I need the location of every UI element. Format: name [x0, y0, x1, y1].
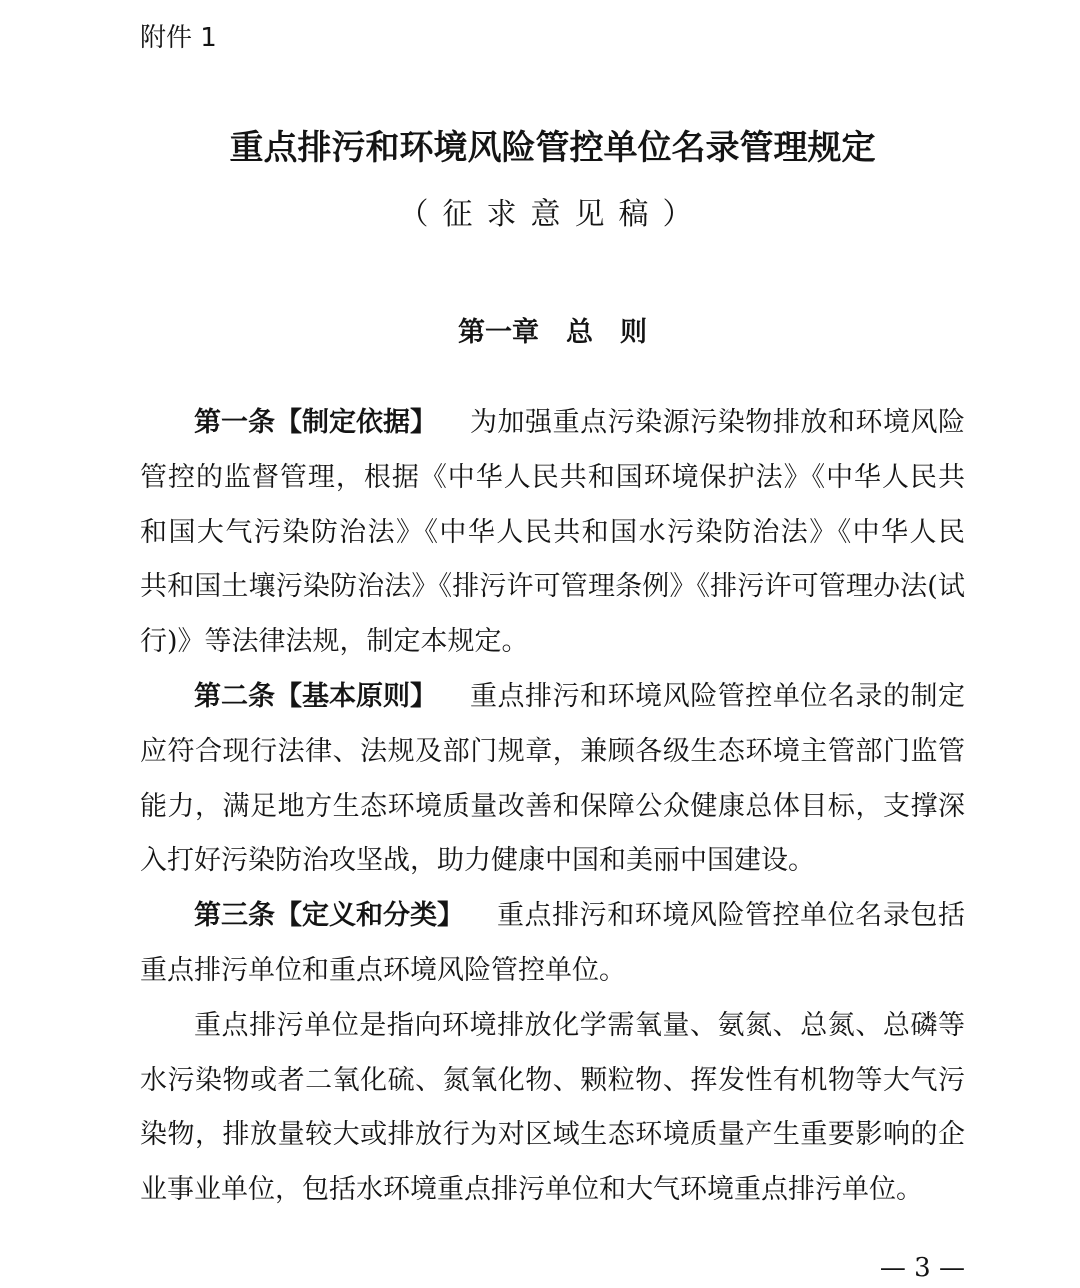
line-text: 重点排污单位和重点环境风险管控单位。: [140, 954, 626, 986]
line-box: [140, 1054, 965, 1109]
document-subtitle: （征求意见稿）: [398, 197, 707, 232]
line-box: [140, 1108, 965, 1163]
paragraph-first-line: [140, 999, 965, 1054]
text-line-last: [140, 615, 965, 670]
text-line: [140, 451, 965, 506]
line-text: 共和国土壤污染防治法》《排污许可管理条例》《排污许可管理办法(试: [140, 571, 966, 603]
text-line: [140, 506, 965, 561]
document-title: 重点排污和环境风险管控单位名录管理规定: [229, 128, 876, 168]
line-box: [140, 725, 965, 780]
article-2: [140, 670, 965, 889]
article-lead-box: [470, 670, 965, 725]
line-text: 染物，排放量较大或排放行为对区域生态环境质量产生重要影响的企: [140, 1119, 966, 1151]
text-line: [140, 560, 965, 615]
chapter-heading: 第一章 总 则: [458, 317, 647, 348]
line-text: 入打好污染防治攻坚战，助力健康中国和美丽中国建设。: [140, 845, 815, 877]
article-3: [140, 889, 965, 1218]
line-box: [140, 506, 965, 561]
text-line: [140, 1054, 965, 1109]
article-first-line: [140, 670, 965, 725]
line-text: 水污染物或者二氧化硫、氮氧化物、颗粒物、挥发性有机物等大气污: [140, 1064, 966, 1096]
text-line: [140, 725, 965, 780]
line-text: 业事业单位，包括水环境重点排污单位和大气环境重点排污单位。: [140, 1174, 923, 1206]
line-text: 应符合现行法律、法规及部门规章，兼顾各级生态环境主管部门监管: [140, 735, 966, 767]
line-text: 和国大气污染防治法》《中华人民共和国水污染防治法》《中华人民: [140, 516, 967, 548]
text-line: [140, 1108, 965, 1163]
line-text: 能力，满足地方生态环境质量改善和保障公众健康总体目标，支撑深: [140, 790, 966, 822]
line-text: 管控的监督管理，根据《中华人民共和国环境保护法》《中华人民共: [140, 461, 966, 493]
article-lead-box: [497, 889, 965, 944]
article-lead-text: 重点排污和环境风险管控单位名录包括: [497, 900, 966, 932]
line-text: 行)》等法律法规，制定本规定。: [140, 626, 529, 658]
line-box: [140, 451, 965, 506]
line-box: [140, 780, 965, 835]
article-lead-box: [470, 396, 965, 451]
line-text: 重点排污单位是指向环境排放化学需氧量、氨氮、总氮、总磷等: [194, 1009, 966, 1041]
attachment-label: 附件 1: [140, 23, 217, 53]
article-first-line: [140, 396, 965, 451]
line-box: [140, 560, 965, 615]
article-first-line: [140, 889, 965, 944]
article-lead-text: 为加强重点污染源污染物排放和环境风险: [470, 407, 966, 438]
article-heading: 第三条【定义和分类】: [194, 900, 464, 932]
document-body: [140, 396, 965, 1218]
page-number: — 3 —: [879, 1253, 965, 1283]
article-heading: 第二条【基本原则】: [194, 680, 437, 712]
article-1: [140, 396, 965, 670]
article-heading: 第一条【制定依据】: [194, 407, 437, 438]
article-lead-text: 重点排污和环境风险管控单位名录的制定: [470, 680, 966, 712]
line-box: [194, 999, 965, 1054]
text-line: [140, 780, 965, 835]
text-line-last: [140, 834, 965, 889]
text-line-last: [140, 1163, 965, 1218]
text-line-last: [140, 944, 965, 999]
